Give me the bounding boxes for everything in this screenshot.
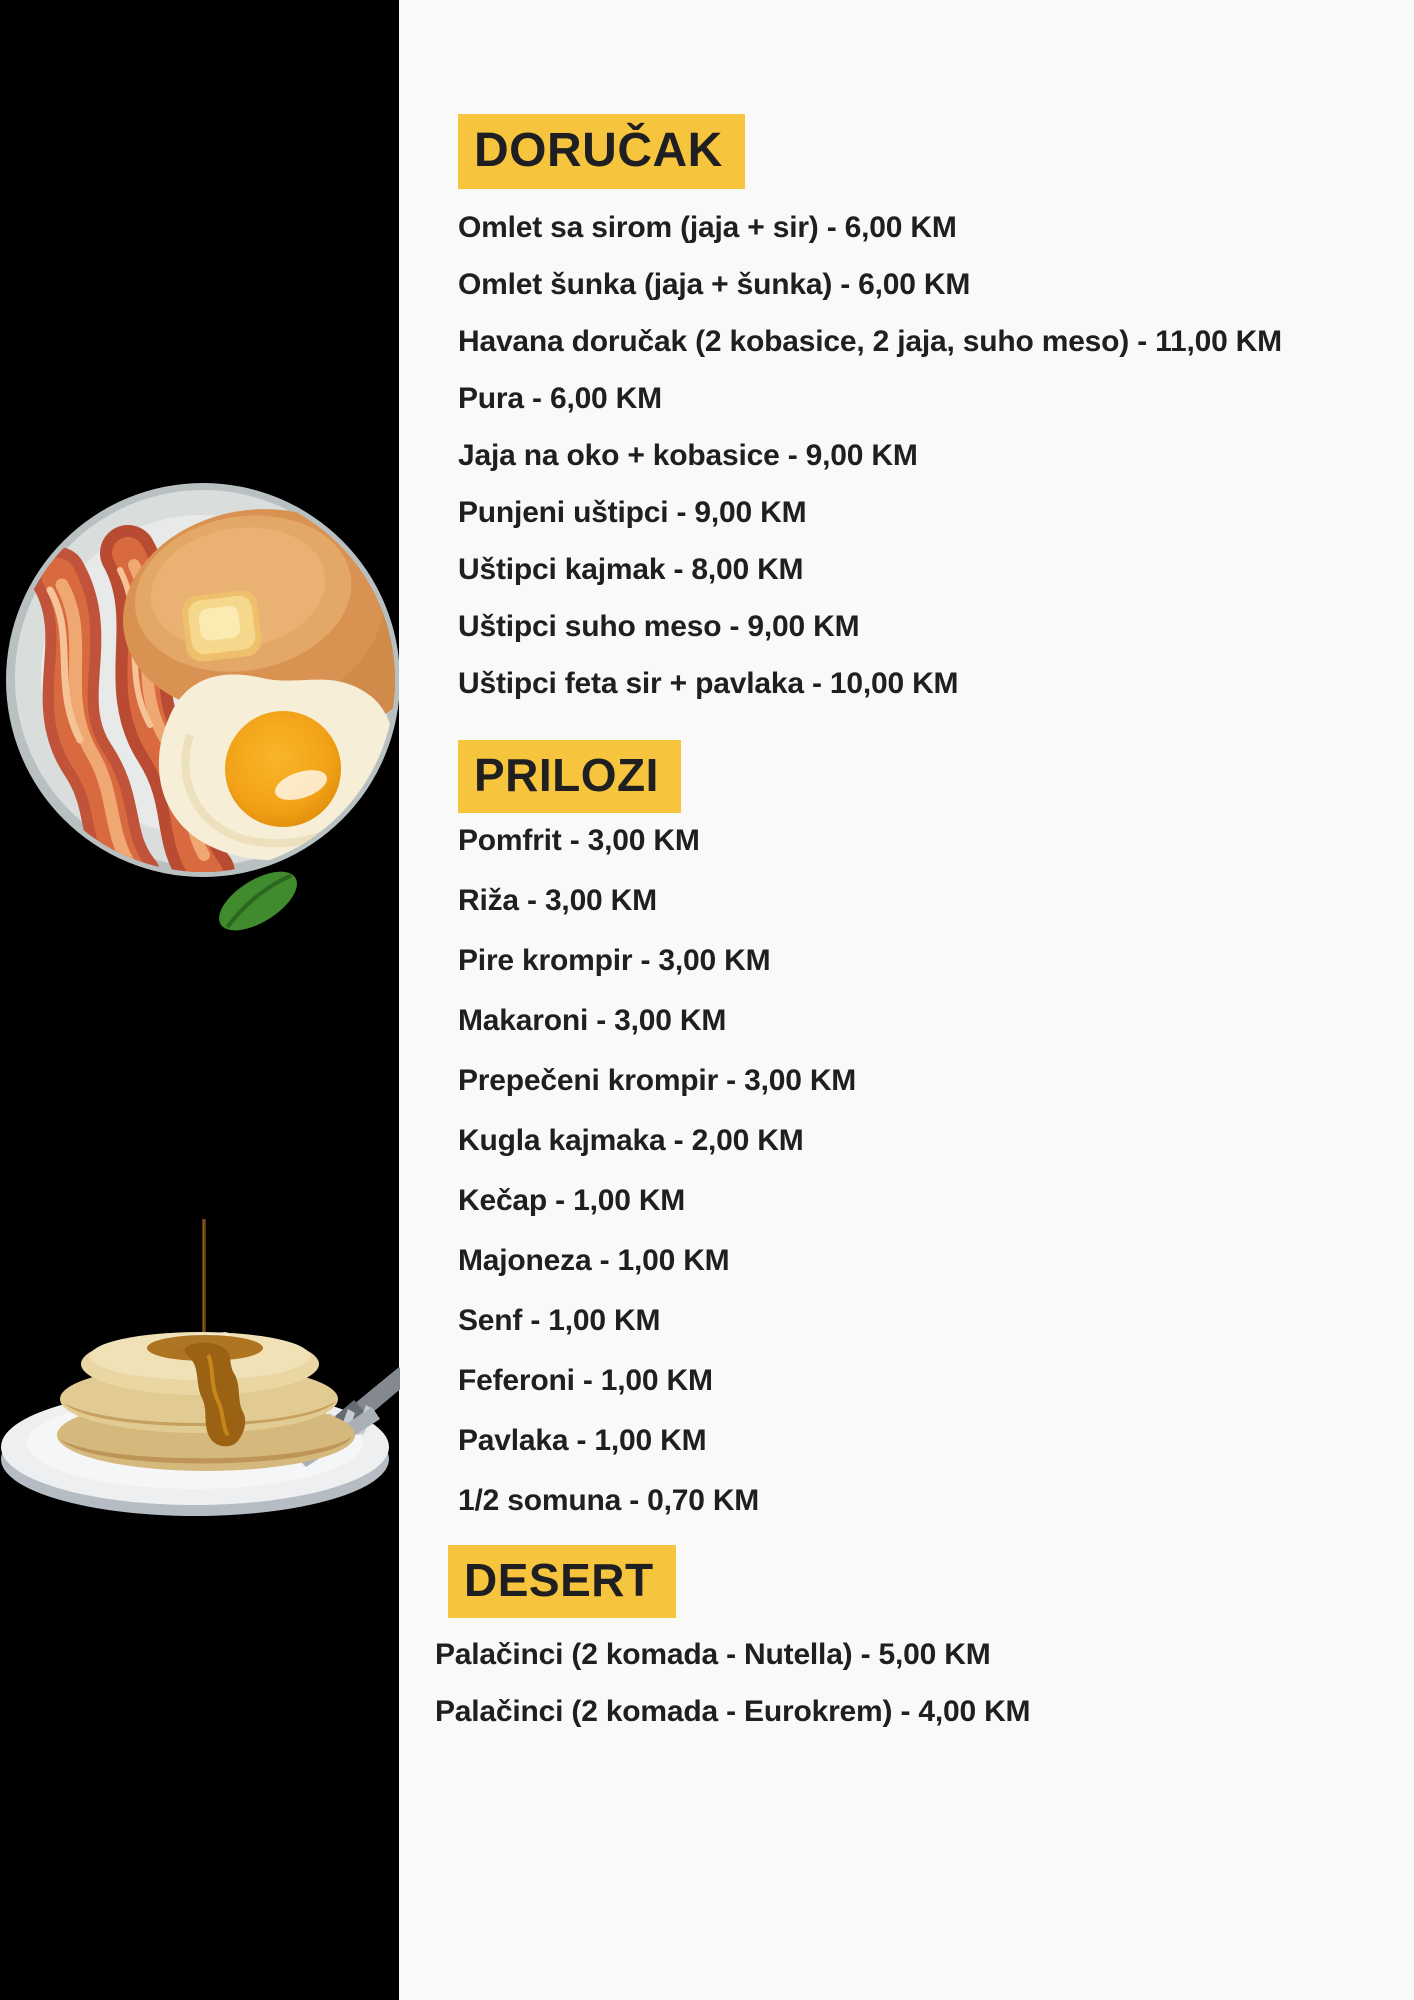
menu-items-prilozi [458,811,856,1531]
menu-item: Riža - 3,00 KM [458,883,657,917]
menu-item: Uštipci kajmak - 8,00 KM [458,552,804,586]
menu-item: Majoneza - 1,00 KM [458,1243,730,1277]
menu-item: Uštipci feta sir + pavlaka - 10,00 KM [458,666,959,700]
section-title-desert: DESERT [448,1545,676,1618]
menu-item: Jaja na oko + kobasice - 9,00 KM [458,438,918,472]
fried-egg [159,675,396,861]
menu-item: Feferoni - 1,00 KM [458,1363,713,1397]
menu-item: Palačinci (2 komada - Eurokrem) - 4,00 KM [435,1695,1031,1729]
section-title-dorucak: DORUČAK [458,114,745,189]
menu-item: Kečap - 1,00 KM [458,1183,686,1217]
menu-item: Punjeni uštipci - 9,00 KM [458,495,807,529]
menu-item: Senf - 1,00 KM [458,1303,661,1337]
menu-item: Pire krompir - 3,00 KM [458,943,771,977]
pancake-stack-photo [0,1195,400,1525]
section-dorucak [458,114,1282,712]
section-header-prilozi [458,740,856,813]
menu-item: Palačinci (2 komada - Nutella) - 5,00 KM [435,1638,991,1672]
butter-pat [180,589,263,664]
menu-item: Makaroni - 3,00 KM [458,1003,727,1037]
left-black-band [0,0,399,2000]
menu-item: Havana doručak (2 kobasice, 2 jaja, suho meso) - 11,00 KM [458,324,1282,358]
section-desert [435,1545,1031,1741]
menu-items-desert [435,1627,1030,1741]
menu-item: Kugla kajmaka - 2,00 KM [458,1123,804,1157]
section-header-dorucak [458,114,1282,189]
menu-item: Prepečeni krompir - 3,00 KM [458,1063,857,1097]
menu-item: 1/2 somuna - 0,70 KM [458,1483,760,1517]
menu-items-dorucak [458,199,1282,712]
menu-item: Omlet šunka (jaja + šunka) - 6,00 KM [458,267,971,301]
breakfast-plate-illustration [0,385,399,945]
menu-item: Pavlaka - 1,00 KM [458,1423,707,1457]
section-header-desert [448,1545,1030,1618]
menu-item: Pomfrit - 3,00 KM [458,823,700,857]
menu-item: Pura - 6,00 KM [458,381,662,415]
section-title-prilozi: PRILOZI [458,740,681,813]
section-prilozi [458,740,856,1531]
menu-item: Uštipci suho meso - 9,00 KM [458,609,860,643]
menu-item: Omlet sa sirom (jaja + sir) - 6,00 KM [458,210,957,244]
